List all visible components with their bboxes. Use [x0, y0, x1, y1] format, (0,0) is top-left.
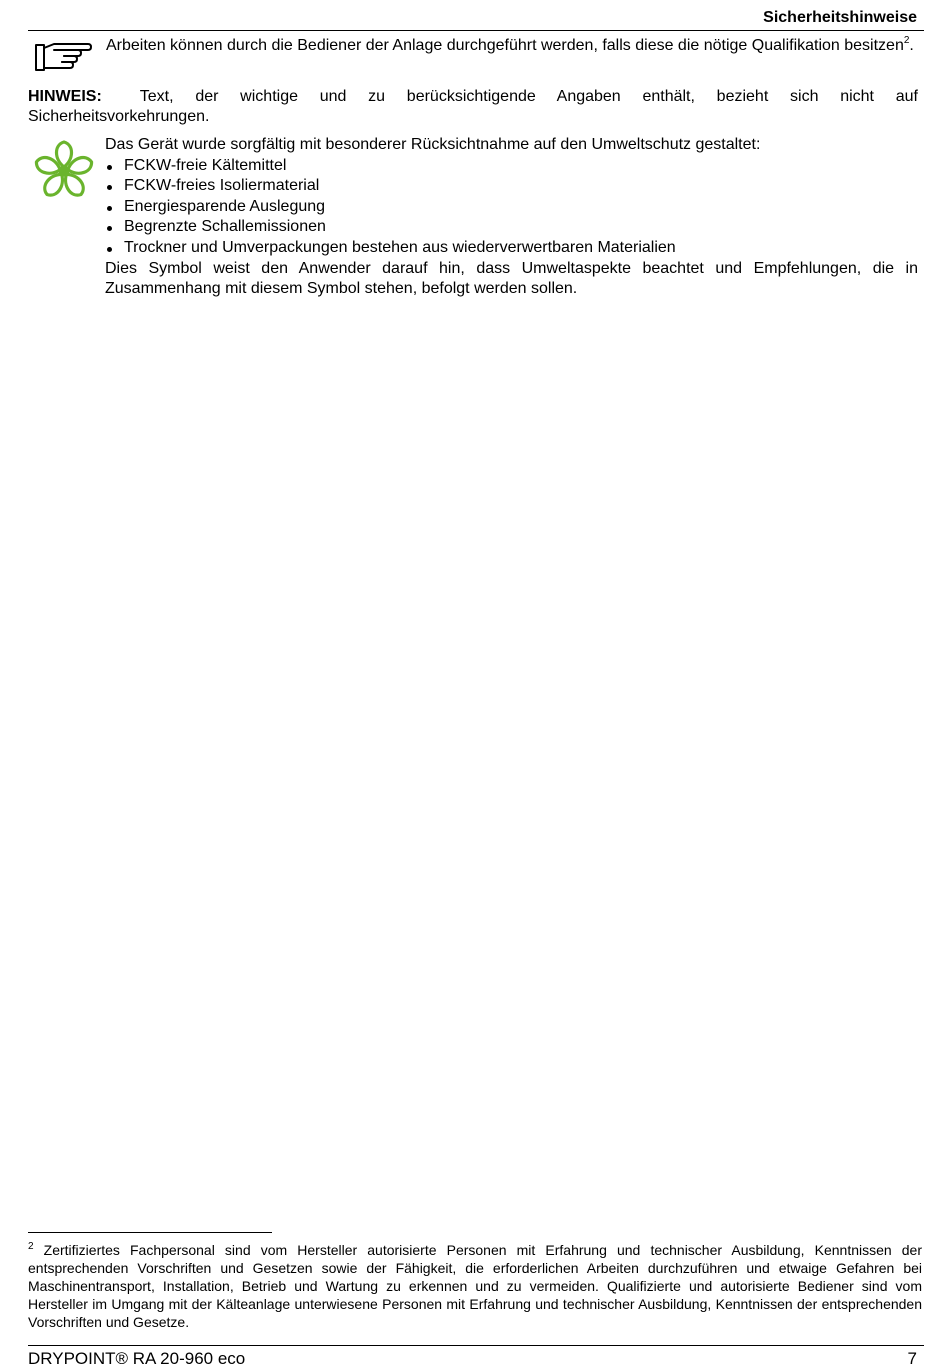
environment-section — [105, 135, 918, 300]
list-item: FCKW-freie Kältemittel — [105, 156, 918, 177]
environment-outro: Dies Symbol weist den Anwender darauf hin, dass Umweltaspekte beachtet und Empfehlungen, die in Zusammenhang mit diesem Symbol stehen, befolgt werden sollen. — [105, 259, 918, 298]
header-divider — [28, 30, 924, 31]
page-number: 7 — [907, 1349, 917, 1368]
list-item: Trockner und Umverpackungen bestehen aus wiederverwertbaren Materialien — [105, 238, 918, 259]
flower-environment-icon — [32, 139, 96, 201]
note-label: HINWEIS: — [28, 88, 102, 105]
qualification-text: Arbeiten können durch die Bediener der Anlage durchgeführt werden, falls diese die nötige Qualifikation besitzen — [106, 37, 904, 54]
qualification-paragraph: Arbeiten können durch die Bediener der Anlage durchgeführt werden, falls diese die nötige Qualifikation besitzen$^2$. — [106, 35, 914, 54]
pointing-hand-icon — [34, 40, 92, 72]
footnote-text: Zertifiziertes Fachpersonal sind vom Hersteller autorisierte Personen mit Erfahrung und technischer Ausbildung, Kenntnissen der entsprechenden Vorschriften und Gesetzen sowie der Fähigkeit, die erforderlichen Arbeiten durchzuführen und etwaige Gefahren bei Maschinentransport, Installation, Betrieb und Wartung zu erkennen und zu vermeiden. Qualifizierte und autorisierte Bediener sind vom Hersteller im Umgang mit der Kälteanlage unterwiesene Personen mit Erfahrung und technischer Ausbildung, Kenntnissen der entsprechenden Vorschriften und Gesetze. — [28, 1242, 923, 1330]
footer-divider — [28, 1345, 924, 1346]
list-item: Begrenzte Schallemissionen — [105, 217, 918, 238]
list-item: Energiesparende Auslegung — [105, 197, 918, 218]
environment-list — [105, 156, 918, 259]
footnote-divider — [28, 1232, 272, 1233]
footnote-number: 2 — [28, 1241, 34, 1252]
footer-product: DRYPOINT® RA 20-960 eco — [28, 1349, 246, 1368]
note-text-continued: Sicherheitsvorkehrungen. — [28, 108, 210, 125]
footnote — [28, 1241, 922, 1331]
list-item: FCKW-freies Isoliermaterial — [105, 176, 918, 197]
environment-intro: Das Gerät wurde sorgfältig mit besonderer Rücksichtnahme auf den Umweltschutz gestaltet: — [105, 136, 761, 153]
page-header-title: Sicherheitshinweise — [763, 9, 917, 26]
footnote-reference[interactable]: 2 — [903, 35, 910, 46]
note-text: Text, der wichtige und zu berücksichtigende Angaben enthält, bezieht sich nicht auf — [139, 88, 918, 105]
note-paragraph — [28, 87, 918, 127]
